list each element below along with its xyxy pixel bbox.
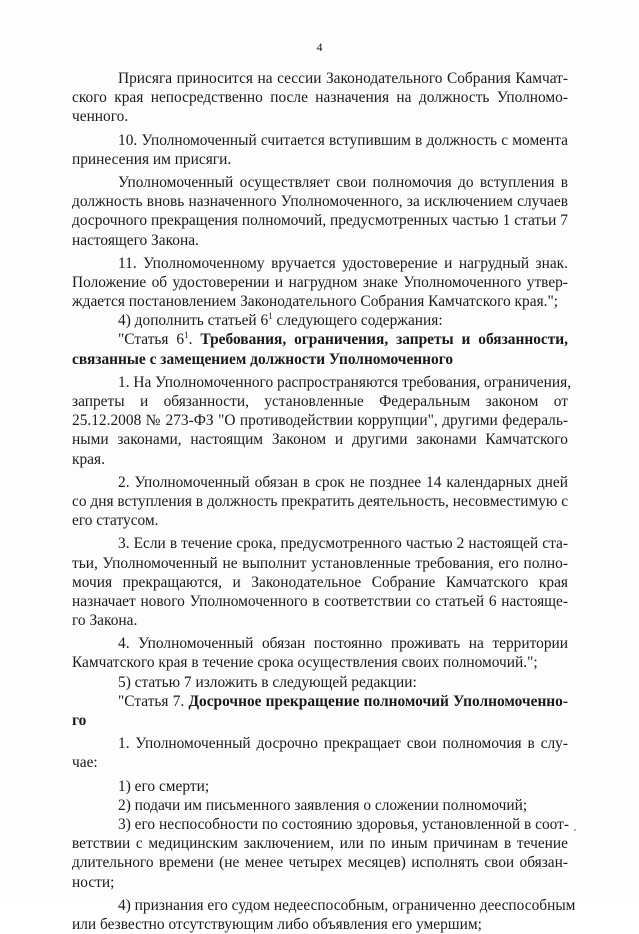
text-line: досрочного прекращения полномочий, предусмотренных частью 1 статьи 7 (72, 212, 568, 230)
text-line: "Статья 7. Досрочное прекращение полномочий Уполномоченно- (118, 692, 568, 710)
text-line: длительного времени (не менее четырех месяцев) исполнять свои обязан- (72, 854, 568, 872)
text-line: ченного. (72, 108, 129, 126)
text-line: "Статья $6^1$. Требования, ограничения, запреты и обязанности, (118, 330, 568, 349)
text-line: принесения им присяги. (72, 150, 232, 168)
text-line: его статусом. (72, 512, 159, 530)
text-line: 3. Если в течение срока, предусмотренного частью 2 настоящей ста- (118, 535, 568, 553)
text-line: 5) статью 7 изложить в следующей редакции: (118, 673, 417, 691)
text-line: тьи, Уполномоченный не выполнит установленные требования, его полно- (72, 554, 568, 572)
text-line: Камчатского края в течение срока осуществления своих полномочий."; (72, 654, 538, 672)
text-line: Уполномоченный осуществляет свои полномочия до вступления в (118, 173, 568, 191)
text-line: 4. Уполномоченный обязан постоянно проживать на территории (118, 635, 568, 653)
text-line: запреты и обязанности, установленные Федеральным законом от (72, 393, 568, 410)
text-line: 3) его неспособности по состоянию здоровья, установленной в соот- (118, 815, 570, 833)
text-line: 25.12.2008 № 273-ФЗ "О противодействии коррупции", другими федераль- (72, 412, 568, 430)
text-line: Положение об удостоверении и нагрудном знаке Уполномоченного утвер- (72, 273, 568, 291)
text-line: ными законами, настоящим Законом и другими законами Камчатского (72, 431, 568, 449)
page-number: 4 (316, 40, 323, 54)
text-line: мочия прекращаются, и Законодательное Собрание Камчатского края (72, 573, 568, 591)
text-line: настоящего Закона. (72, 231, 199, 249)
text-line: 1. Уполномоченный досрочно прекращает свои полномочия в слу- (118, 735, 568, 753)
text-line: 4) дополнить статьей $6^1$ следующего содержания: (118, 311, 443, 330)
document-body (72, 69, 576, 934)
text-line: 1) его смерти; (118, 777, 210, 795)
text-line: назначает нового Уполномоченного в соответствии со статьей 6 настояще- (72, 592, 568, 610)
text-line: или безвестно отсутствующим либо объявления его умершим; (72, 915, 482, 933)
text-line: го (72, 712, 87, 729)
text-line: ского края непосредственно после назначения на должность Уполномо- (72, 89, 568, 107)
text-line: края. (72, 450, 105, 468)
text-line: ждается постановлением Законодательного Собрания Камчатского края."; (72, 293, 559, 311)
text-line: 2) подачи им письменного заявления о сложении полномочий; (118, 796, 528, 814)
text-line: ветствии с медицинским заключением, или по иным причинам в течение (72, 835, 568, 853)
scan-speck (574, 829, 576, 831)
text-line: чае: (72, 754, 98, 772)
text-line: 11. Уполномоченному вручается удостоверение и нагрудный знак. (118, 254, 568, 272)
text-line: ности; (72, 873, 115, 891)
text-line: 2. Уполномоченный обязан в срок не позднее 14 календарных дней (118, 473, 568, 491)
text-line: го Закона. (72, 612, 138, 630)
text-line: со дня вступления в должность прекратить деятельность, несовместимую с (72, 492, 569, 510)
text-line: должность вновь назначенного Уполномоченного, за исключением случаев (72, 193, 568, 211)
text-line: 1. На Уполномоченного распространяются требования, ограничения, (118, 373, 572, 391)
text-line: связанные с замещением должности Уполномоченного (72, 350, 454, 368)
text-line: 4) признания его судом недееспособным, ограниченно дееспособным (118, 896, 576, 914)
text-line: Присяга приносится на сессии Законодательного Собрания Камчат- (118, 70, 568, 87)
text-line: 10. Уполномоченный считается вступившим в должность с момента (118, 131, 568, 149)
